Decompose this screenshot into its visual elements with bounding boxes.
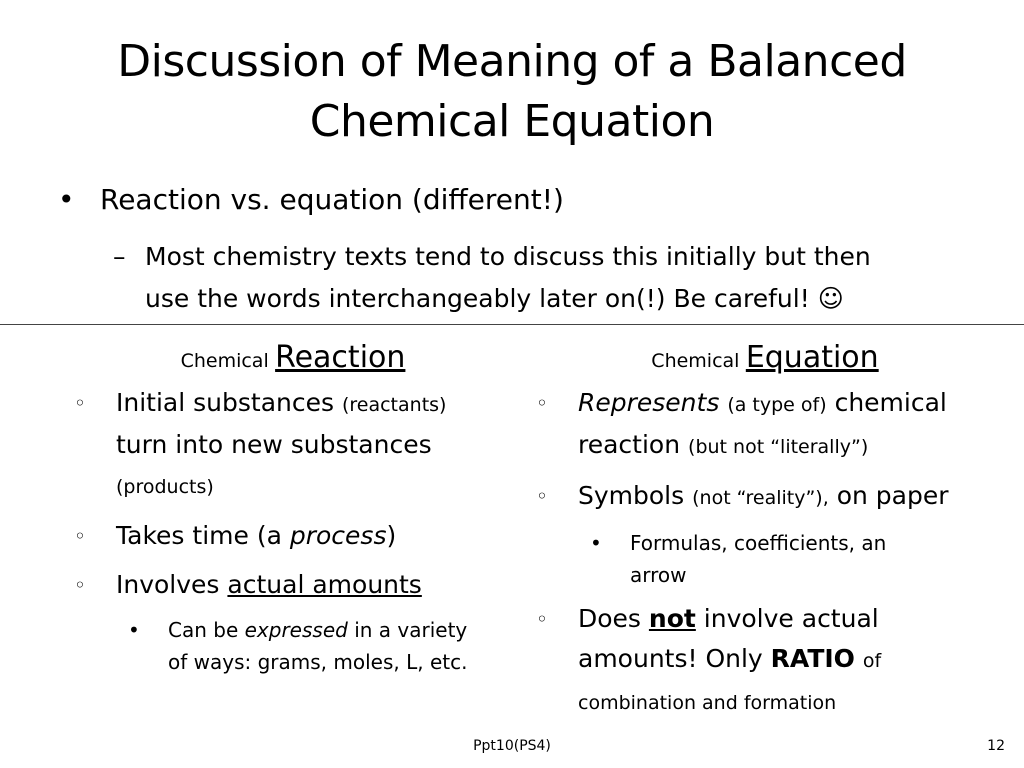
- column-chemical-equation: [530, 336, 1000, 732]
- bullet-icon: •: [590, 531, 602, 555]
- circle-bullet-icon: ◦: [74, 391, 86, 415]
- column-chemical-reaction: [68, 336, 518, 686]
- circle-bullet-icon: ◦: [74, 573, 86, 597]
- sub-bullet-chemistry-texts: [113, 236, 953, 320]
- sub-bullet-line-2: [113, 278, 953, 320]
- sub-bullet-line-2-text: use the words interchangeably later on(!) Be careful!: [145, 284, 810, 313]
- divider-line: [0, 324, 1024, 325]
- title-line-2: Chemical Equation: [309, 96, 715, 147]
- dash-marker: –: [113, 242, 126, 271]
- slide-title: [0, 32, 1024, 152]
- bullet-marker: •: [58, 183, 75, 216]
- circle-bullet-icon: ◦: [536, 484, 548, 508]
- list-item-symbols: ◦ Symbols (not “reality”), on paper: [530, 476, 1000, 518]
- circle-bullet-icon: ◦: [536, 391, 548, 415]
- heading-big: Reaction: [275, 340, 406, 375]
- sub-bullet-line-1: Most chemistry texts tend to discuss this initially but then: [145, 242, 871, 271]
- bullet-reaction-vs-equation: [58, 178, 564, 222]
- footer-label: Ppt10(PS4): [473, 738, 551, 754]
- sub-item-formulas: • Formulas, coefficients, an arrow: [530, 527, 1000, 591]
- heading-small: Chemical: [180, 350, 269, 372]
- bullet-icon: •: [128, 618, 140, 642]
- list-item-initial-substances: ◦ Initial substances (reactants) turn into new substances (products): [68, 383, 518, 507]
- list-item-actual-amounts: ◦ Involves actual amounts: [68, 565, 518, 605]
- sub-item-expressed: • Can be expressed in a variety of ways: grams, moles, L, etc.: [68, 614, 518, 678]
- column-heading-reaction: [68, 336, 518, 383]
- heading-big: Equation: [745, 340, 879, 375]
- column-heading-equation: [530, 336, 1000, 383]
- title-line-1: Discussion of Meaning of a Balanced: [117, 36, 907, 87]
- list-item-represents: ◦ Represents (a type of) chemical reaction (but not “literally”): [530, 383, 1000, 467]
- circle-bullet-icon: ◦: [536, 607, 548, 631]
- circle-bullet-icon: ◦: [74, 524, 86, 548]
- list-item-takes-time: ◦ Takes time (a process): [68, 516, 518, 556]
- slide-number: 12: [987, 738, 1005, 754]
- heading-small: Chemical: [651, 350, 740, 372]
- smiley-icon: ☺: [817, 284, 844, 313]
- list-item-does-not-involve: ◦ Does not involve actual amounts! Only RATIO of combination and formation: [530, 599, 1000, 723]
- bullet-text: Reaction vs. equation (different!): [100, 183, 564, 216]
